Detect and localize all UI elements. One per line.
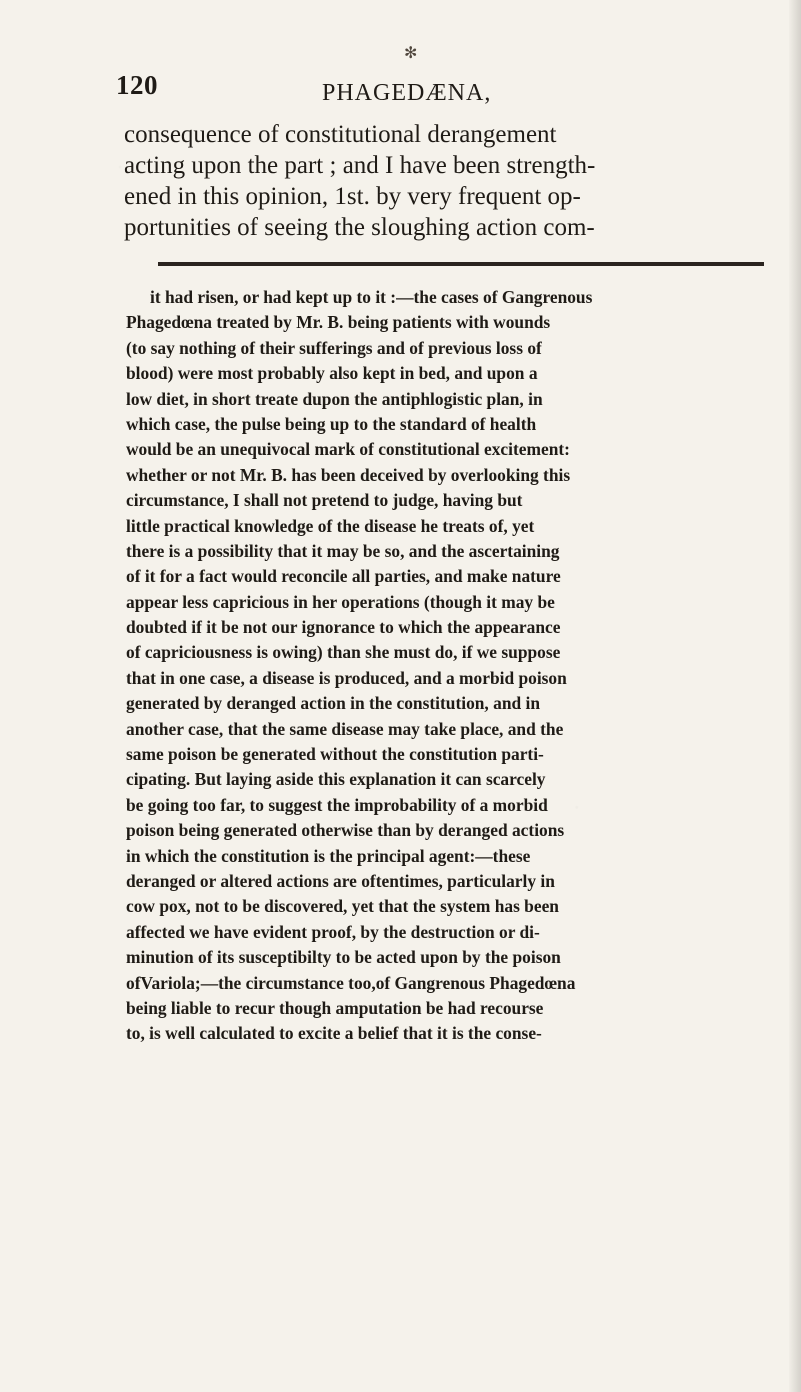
footnote-line: would be an unequivocal mark of constitutional excitement: (126, 439, 570, 460)
page-edge-shadow (789, 0, 801, 1392)
footnote-line: (to say nothing of their sufferings and of previous loss of (126, 337, 542, 358)
footnote-line: in which the constitution is the principal agent:—these (126, 845, 531, 866)
main-paragraph (124, 119, 758, 243)
footnote-line: poison being generated otherwise than by deranged actions (126, 820, 565, 841)
footnote-line: cow pox, not to be discovered, yet that the system has been (126, 896, 559, 917)
page-number: 120 (116, 70, 158, 100)
footnote-line: blood) were most probably also kept in bed, and upon a (126, 363, 538, 384)
footnote-block (126, 285, 766, 1047)
footnote-line: there is a possibility that it may be so, and the ascertaining (126, 540, 560, 561)
body-line: portunities of seeing the sloughing action com- (124, 214, 595, 241)
footnote-line: which case, the pulse being up to the standard of health (126, 413, 537, 434)
footnote-line: doubted if it be not our ignorance to which the appearance (126, 617, 561, 638)
body-line: acting upon the part ; and I have been strength- (124, 152, 596, 179)
footnote-line: be going too far, to suggest the improbability of a morbid (126, 794, 548, 815)
footnote-line: minution of its susceptibilty to be acted upon by the poison (126, 947, 561, 968)
footnote-line: deranged or altered actions are oftentimes, particularly in (126, 870, 555, 891)
body-line: consequence of constitutional derangement (124, 121, 557, 148)
footnote-line: another case, that the same disease may take place, and the (126, 718, 564, 739)
footnote-line: ofVariola;—the circumstance too,of Gangrenous Phagedœna (126, 972, 576, 993)
footnote-line: appear less capricious in her operations (though it may be (126, 591, 555, 612)
footnote-line: circumstance, I shall not pretend to judge, having but (126, 490, 523, 511)
footnote-line: affected we have evident proof, by the destruction or di- (126, 921, 540, 942)
footnote-line: whether or not Mr. B. has been deceived by overlooking this (126, 464, 571, 485)
footnote-line: same poison be generated without the constitution parti- (126, 744, 544, 765)
decorative-mark: ✻ (404, 45, 418, 62)
footnote-line: cipating. But laying aside this explanation it can scarcely (126, 769, 546, 790)
footnote-line: it had risen, or had kept up to it :—the cases of Gangrenous (150, 287, 593, 307)
footnote-line: low diet, in short treate dupon the antiphlogistic plan, in (126, 388, 543, 409)
footnote-line: that in one case, a disease is produced, and a morbid poison (126, 667, 567, 688)
footnote-line: to, is well calculated to excite a belief that it is the conse- (126, 1023, 542, 1044)
footnote-line: of capriciousness is owing) than she must do, if we suppose (126, 642, 561, 663)
footnote-line: being liable to recur though amputation be had recourse (126, 997, 544, 1018)
footnote-line: Phagedœna treated by Mr. B. being patients with wounds (126, 312, 551, 333)
running-title: PHAGEDÆNA, (322, 80, 492, 106)
footnote-line: little practical knowledge of the disease he treats of, yet (126, 515, 535, 536)
separator-rule (158, 262, 764, 266)
footnote-line: generated by deranged action in the constitution, and in (126, 693, 541, 714)
body-line: ened in this opinion, 1st. by very frequent op- (124, 183, 581, 210)
footnote-line: of it for a fact would reconcile all parties, and make nature (126, 566, 561, 587)
